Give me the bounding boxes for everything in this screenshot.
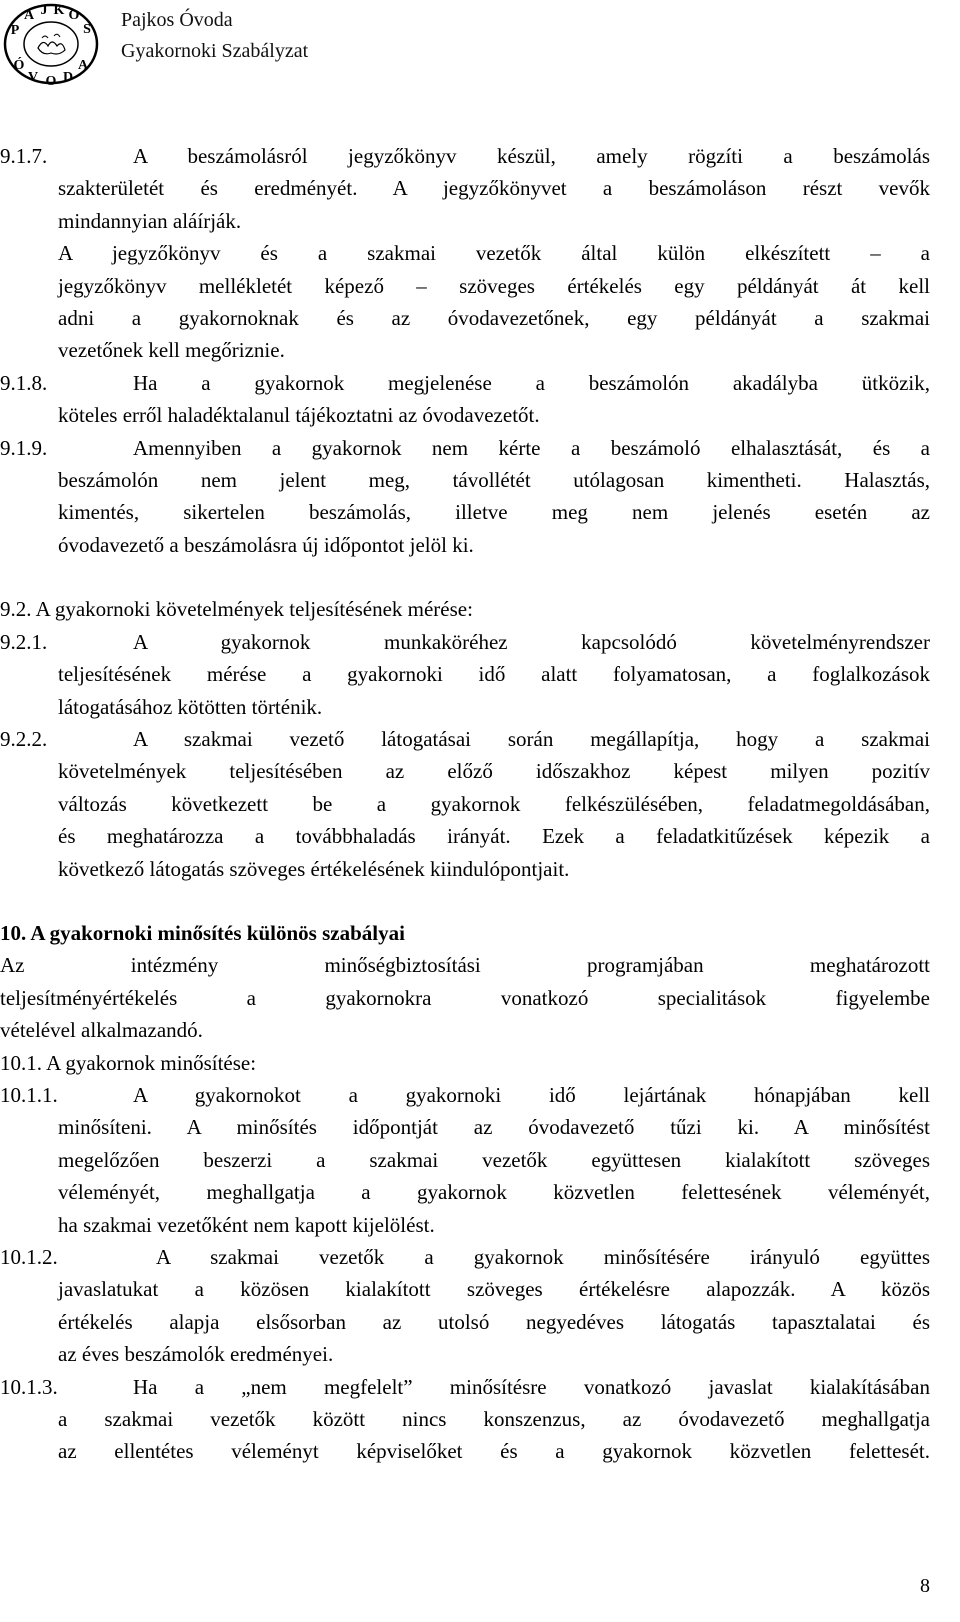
paragraph-10-intro (0, 949, 930, 1046)
logo-letter: P (10, 23, 20, 38)
heading-10-1: 10.1. A gyakornok minősítése: (0, 1050, 257, 1075)
text-line: teljesítésének mérése a gyakornoki idő alatt folyamatosan, a foglalkozások (58, 662, 930, 687)
text-line: óvodavezető a beszámolásra új időpontot jelöl ki. (58, 532, 474, 557)
text-line: következő látogatás szöveges értékelésének kiindulópontjait. (58, 856, 570, 881)
text-line: teljesítményértékelés a gyakornokra vonatkozó specialitások figyelembe (0, 985, 930, 1010)
logo-letter: K (53, 3, 65, 18)
logo-letter: O (68, 8, 80, 23)
section-number: 9.1.8. (0, 370, 48, 395)
text-line: és meghatározza a továbbhaladás irányát. Ezek a feladatkitűzések képezik a (58, 824, 930, 849)
text-line: A beszámolásról jegyzőkönyv készül, amely rögzíti a beszámolás (133, 144, 930, 168)
text-line: szakterületét és eredményét. A jegyzőkönyvet a beszámoláson részt vevők (58, 176, 930, 201)
text-line: minősíteni. A minősítés időpontját az óvodavezető tűzi ki. A minősítést (58, 1115, 930, 1140)
text-line: változás következett be a gyakornok felkészülésében, feladatmegoldásában, (58, 791, 930, 816)
text-line: A gyakornokot a gyakornoki idő lejártának hónapjában kell (133, 1082, 930, 1107)
text-line: kimentés, sikertelen beszámolás, illetve meg nem jelenés esetén az (58, 500, 930, 525)
text-line: adni a gyakornoknak és az óvodavezetőnek, egy példányát a szakmai (58, 306, 930, 331)
section-number: 10.1.1. (0, 1082, 58, 1107)
section-number: 10.1.3. (0, 1374, 58, 1399)
logo-letter: A (23, 8, 35, 23)
header-document-title: Gyakornoki Szabályzat (121, 40, 309, 62)
text-line: vételével alkalmazandó. (0, 1018, 203, 1043)
heading-9-2: 9.2. A gyakornoki követelmények teljesítésének mérése: (0, 597, 473, 622)
section-10-1-3 (0, 1371, 930, 1468)
text-line: vezetőnek kell megőriznie. (58, 338, 285, 363)
text-line: az éves beszámolók eredményei. (58, 1342, 334, 1367)
section-number: 9.2.1. (0, 629, 48, 654)
logo-letter: D (62, 70, 74, 85)
text-line: ha szakmai vezetőként nem kapott kijelölést. (58, 1212, 435, 1237)
text-line: követelmények teljesítésében az előző időszakhoz képest milyen pozitív (58, 759, 930, 784)
heading-10: 10. A gyakornoki minősítés különös szabályai (0, 920, 405, 945)
section-number: 10.1.2. (0, 1245, 58, 1269)
text-line: látogatásához kötötten történik. (58, 694, 323, 719)
text-line: Ha a „nem megfelelt” minősítésre vonatkozó javaslat kialakításában (133, 1374, 930, 1399)
section-number: 9.1.7. (0, 144, 48, 168)
text-line: a szakmai vezetők között nincs konszenzus, az óvodavezető meghallgatja (58, 1407, 930, 1432)
text-line: jegyzőkönyv mellékletét képező – szöveges értékelés egy példányát át kell (58, 273, 930, 298)
logo-letter: O (45, 74, 57, 86)
section-10-1-1 (0, 1079, 930, 1241)
section-9-1-9 (0, 432, 930, 562)
text-line: mindannyian aláírják. (58, 208, 242, 233)
logo-letter: V (27, 70, 39, 85)
document-body (0, 140, 930, 1468)
text-line: beszámolón nem jelent meg, távollétét utólagosan kimentheti. Halasztás, (58, 468, 930, 493)
text-line: Amennyiben a gyakornok nem kérte a beszámoló elhalasztását, és a (133, 435, 930, 460)
text-line: köteles erről haladéktalanul tájékoztatni az óvodavezetőt. (58, 403, 540, 428)
text-line: A szakmai vezetők a gyakornok minősítésére irányuló együttes (156, 1245, 930, 1269)
logo-letter: Ó (13, 58, 25, 73)
page-number: 8 (920, 1575, 930, 1597)
section-9-1-8 (0, 367, 930, 432)
logo-letter: S (83, 22, 91, 37)
logo-letter: A (77, 58, 89, 73)
text-line: A szakmai vezető látogatásai során megállapítja, hogy a szakmai (133, 726, 930, 751)
text-line: megelőzően beszerzi a szakmai vezetők együttesen kialakított szöveges (58, 1147, 930, 1172)
section-9-2-1 (0, 626, 930, 723)
kindergarten-logo (2, 2, 100, 86)
section-10-1-2 (0, 1241, 930, 1371)
logo-letter: J (40, 3, 48, 18)
section-number: 9.2.2. (0, 726, 48, 751)
page-header (121, 5, 308, 67)
text-line: értékelés alapja elsősorban az utolsó negyedéves látogatás tapasztalatai és (58, 1309, 930, 1334)
text-line: Az intézmény minőségbiztosítási programjában meghatározott (0, 953, 930, 978)
text-line: az ellentétes véleményt képviselőket és a gyakornok közvetlen felettesét. (58, 1439, 930, 1464)
text-line: A jegyzőkönyv és a szakmai vezetők által külön elkészített – a (58, 241, 930, 266)
text-line: A gyakornok munkaköréhez kapcsolódó követelményrendszer (133, 629, 930, 654)
text-line: javaslatukat a közösen kialakított szöveges értékelésre alapozzák. A közös (58, 1277, 930, 1302)
section-9-1-7 (0, 140, 930, 367)
section-9-2-2 (0, 723, 930, 885)
text-line: Ha a gyakornok megjelenése a beszámolón akadályba ütközik, (133, 370, 930, 395)
text-line: véleményét, meghallgatja a gyakornok közvetlen felettesének véleményét, (58, 1180, 930, 1205)
section-number: 9.1.9. (0, 435, 48, 460)
header-kindergarten-name: Pajkos Óvoda (121, 9, 233, 31)
